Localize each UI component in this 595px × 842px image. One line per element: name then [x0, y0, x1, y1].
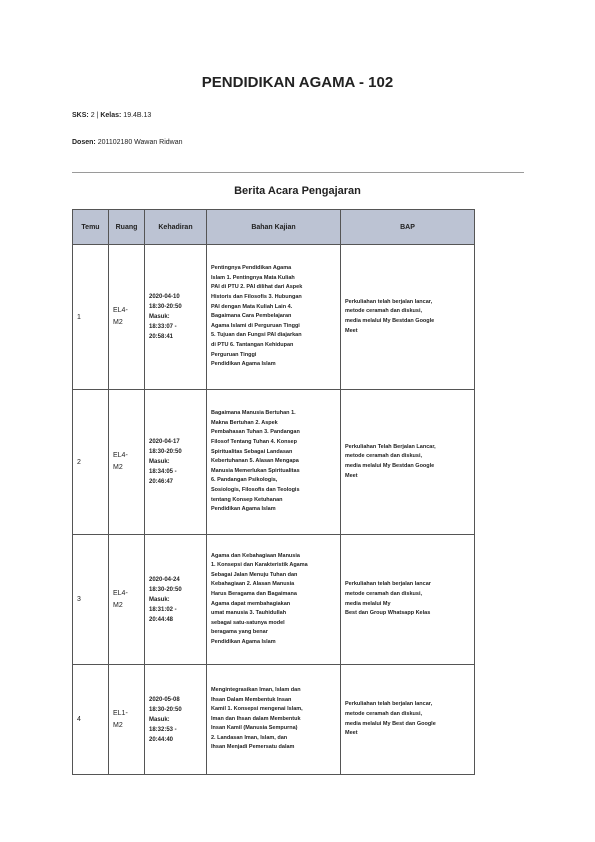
teaching-record-table [72, 209, 475, 775]
cell-bahan-kajian-line: 5. Tujuan dan Fungsi PAI diajarkan [211, 332, 302, 339]
document-title: PENDIDIKAN AGAMA - 102 [201, 74, 394, 91]
kelas-value: 19.4B.13 [123, 112, 152, 119]
cell-ruang-line: M2 [113, 464, 123, 471]
cell-bahan-kajian-line: Insan Kamil (Manusia Sempurna) [211, 725, 298, 732]
dosen-value: 201102180 Wawan Ridwan [97, 139, 183, 146]
cell-bap-line: metode ceramah dan diskusi, [345, 590, 423, 597]
cell-kehadiran-line: 18:30-20:50 [149, 706, 182, 713]
cell-bahan-kajian-line: beragama yang benar [211, 629, 268, 636]
cell-kehadiran-line: Masuk: [149, 716, 170, 723]
cell-bahan-kajian-line: Kebertuhanan 5. Alasan Mengapa [211, 458, 299, 465]
cell-bap-line: Perkuliahan telah berjalan lancar, [345, 298, 433, 305]
cell-ruang-line: EL4- [113, 452, 128, 459]
cell-ruang [109, 390, 145, 535]
cell-ruang [109, 245, 145, 390]
cell-bahan-kajian-line: Ihsan Dalam Membentuk Insan [211, 696, 292, 703]
cell-kehadiran [145, 535, 207, 665]
table-row [73, 665, 475, 775]
cell-kehadiran-line: 20:44:48 [149, 616, 174, 623]
cell-kehadiran [145, 665, 207, 775]
cell-bahan-kajian-line: Kebahagiaan 2. Alasan Manusia [211, 581, 295, 588]
cell-bahan-kajian-line: Makna Bertuhan 2. Aspek [211, 419, 278, 426]
cell-bahan-kajian-line: Agama dan Kebahagiaan Manusia [211, 552, 300, 559]
cell-bap [341, 665, 475, 775]
cell-kehadiran-line: 18:34:05 - [149, 469, 177, 475]
cell-ruang-line: EL1- [113, 709, 128, 717]
cell-bahan-kajian-line: umat manusia 3. Tauhidullah [211, 610, 287, 617]
cell-bahan-kajian-line: Mengintegrasikan Iman, Islam dan [211, 686, 301, 693]
cell-kehadiran-line: 2020-04-24 [149, 576, 180, 583]
cell-bahan-kajian [207, 665, 341, 775]
cell-bahan-kajian-line: Pembahasan Tuhan 3. Pandangan [211, 429, 300, 436]
cell-bahan-kajian-line: tentang Konsep Ketuhanan [211, 496, 283, 503]
cell-temu: 2 [73, 390, 109, 535]
cell-kehadiran-line: 18:30-20:50 [149, 304, 182, 310]
cell-kehadiran-line: Masuk: [149, 314, 170, 320]
cell-ruang-line: EL4- [113, 589, 128, 597]
cell-bap [341, 390, 475, 535]
header-bap: BAP [341, 210, 475, 245]
table-row [73, 390, 475, 535]
cell-bahan-kajian-line: sebagai satu-satunya model [211, 619, 285, 626]
dosen-label: Dosen: [72, 139, 96, 146]
cell-bap-line: Perkuliahan telah berjalan lancar, [345, 701, 433, 708]
cell-ruang [109, 535, 145, 665]
cell-bap-line: Perkuliahan Telah Berjalan Lancar, [345, 443, 436, 450]
cell-bahan-kajian-line: Pendidikan Agama Islam [211, 506, 276, 513]
cell-bap-line: metode ceramah dan diskusi, [345, 710, 423, 717]
cell-kehadiran-line: 20:46:47 [149, 479, 174, 485]
header-bahan-kajian: Bahan Kajian [207, 210, 341, 245]
table-body [73, 245, 475, 775]
cell-ruang-line: M2 [113, 721, 123, 729]
cell-ruang [109, 665, 145, 775]
header-kehadiran: Kehadiran [145, 210, 207, 245]
separator: | [96, 112, 99, 119]
cell-bap-line: metode ceramah dan diskusi, [345, 308, 423, 315]
cell-bahan-kajian [207, 245, 341, 390]
cell-bahan-kajian [207, 535, 341, 665]
cell-temu: 1 [73, 245, 109, 390]
section-title: Berita Acara Pengajaran [234, 185, 361, 197]
header-temu: Temu [73, 210, 109, 245]
cell-bahan-kajian-line: Spiritualitas Sebagai Landasan [211, 448, 293, 455]
cell-ruang-line: EL4- [113, 307, 128, 314]
cell-kehadiran-line: 20:58:41 [149, 334, 174, 340]
cell-kehadiran-line: 18:32:53 - [149, 726, 177, 733]
cell-bap-line: media melalui My Bestdan Google [345, 318, 435, 324]
cell-ruang-line: M2 [113, 601, 123, 609]
cell-bahan-kajian-line: PAI dengan Mata Kuliah Lain 4. [211, 303, 293, 310]
cell-kehadiran-line: 18:31:02 - [149, 606, 177, 613]
cell-bap-line: media melalui My [345, 600, 391, 607]
cell-kehadiran-line: 2020-04-10 [149, 294, 180, 300]
cell-kehadiran-line: 18:33:07 - [149, 324, 177, 330]
table-header-row [73, 210, 475, 245]
cell-bahan-kajian-line: Ihsan Menjadi Pemersatu dalam [211, 744, 295, 751]
cell-kehadiran [145, 245, 207, 390]
cell-bap-line: Perkuliahan telah berjalan lancar [345, 581, 431, 588]
cell-bahan-kajian-line: Islam 1. Pentingnya Mata Kuliah [211, 274, 295, 281]
sks-label: SKS: [72, 112, 89, 119]
cell-bahan-kajian [207, 390, 341, 535]
cell-bahan-kajian-line: Manusia Memerlukan Spiritualitas [211, 467, 300, 474]
cell-bahan-kajian-line: Filosof Tentang Tuhan 4. Konsep [211, 439, 297, 446]
cell-bahan-kajian-line: Sebagai Jalan Menuju Tuhan dan [211, 571, 298, 578]
cell-bap-line: media melalui My Best dan Google [345, 720, 436, 727]
kelas-label: Kelas: [100, 112, 122, 119]
table-row [73, 245, 475, 390]
cell-bahan-kajian-line: Pendidikan Agama Islam [211, 638, 276, 645]
cell-bahan-kajian-line: Pendidikan Agama Islam [211, 361, 276, 368]
cell-bap-line: Meet [345, 730, 358, 737]
cell-ruang-line: M2 [113, 319, 123, 326]
cell-temu: 3 [73, 535, 109, 665]
sks-value: 2 [90, 112, 95, 119]
cell-kehadiran-line: Masuk: [149, 596, 170, 603]
table-row [73, 535, 475, 665]
cell-bap-line: metode ceramah dan diskusi, [345, 453, 423, 460]
cell-bahan-kajian-line: Bagaimana Manusia Bertuhan 1. [211, 410, 296, 417]
cell-bap-line: Meet [345, 472, 358, 479]
cell-bahan-kajian-line: Agama Islami di Perguruan Tinggi [211, 322, 300, 329]
cell-bap-line: Meet [345, 327, 358, 334]
cell-kehadiran-line: 18:30-20:50 [149, 586, 182, 593]
cell-bahan-kajian-line: 6. Pandangan Psikologis, [211, 477, 278, 484]
cell-bahan-kajian-line: Bagaimana Cara Pembelajaran [211, 313, 292, 320]
cell-bahan-kajian-line: 1. Konsepsi dan Karakteristik Agama [211, 562, 308, 569]
cell-kehadiran-line: 2020-04-17 [149, 439, 180, 445]
cell-bahan-kajian-line: Pentingnya Pendidikan Agama [211, 265, 292, 272]
cell-bahan-kajian-line: Sosiologis, Filosofis dan Teologis [211, 486, 300, 493]
lecturer-meta [72, 139, 183, 146]
divider [72, 172, 524, 173]
cell-bap-line: media melalui My Bestdan Google [345, 463, 435, 469]
cell-bahan-kajian-line: Kamil 1. Konsepsi mengenai Islam, [211, 706, 303, 713]
cell-bahan-kajian-line: Perguruan Tinggi [211, 351, 257, 358]
cell-kehadiran-line: 20:44:40 [149, 736, 174, 743]
cell-bahan-kajian-line: 2. Landasan Iman, Islam, dan [211, 734, 288, 741]
cell-bap-line: Best dan Group Whatsapp Kelas [345, 610, 431, 617]
cell-kehadiran-line: 18:30-20:50 [149, 449, 182, 455]
cell-bahan-kajian-line: PAI di PTU 2. PAI dilihat dari Aspek [211, 284, 303, 291]
header-ruang: Ruang [109, 210, 145, 245]
cell-bahan-kajian-line: Agama dapat membahagiakan [211, 600, 291, 607]
cell-bap [341, 245, 475, 390]
cell-temu: 4 [73, 665, 109, 775]
cell-bahan-kajian-line: di PTU 6. Tantangan Kehidupan [211, 341, 294, 348]
cell-kehadiran [145, 390, 207, 535]
cell-bahan-kajian-line: Iman dan Ihsan dalam Membentuk [211, 715, 301, 722]
cell-bahan-kajian-line: Historis dan Filosofis 3. Hubungan [211, 294, 302, 301]
cell-kehadiran-line: Masuk: [149, 459, 170, 465]
cell-bap [341, 535, 475, 665]
cell-kehadiran-line: 2020-05-08 [149, 696, 180, 703]
course-meta [72, 112, 151, 119]
cell-bahan-kajian-line: Harus Beragama dan Bagaimana [211, 590, 297, 597]
